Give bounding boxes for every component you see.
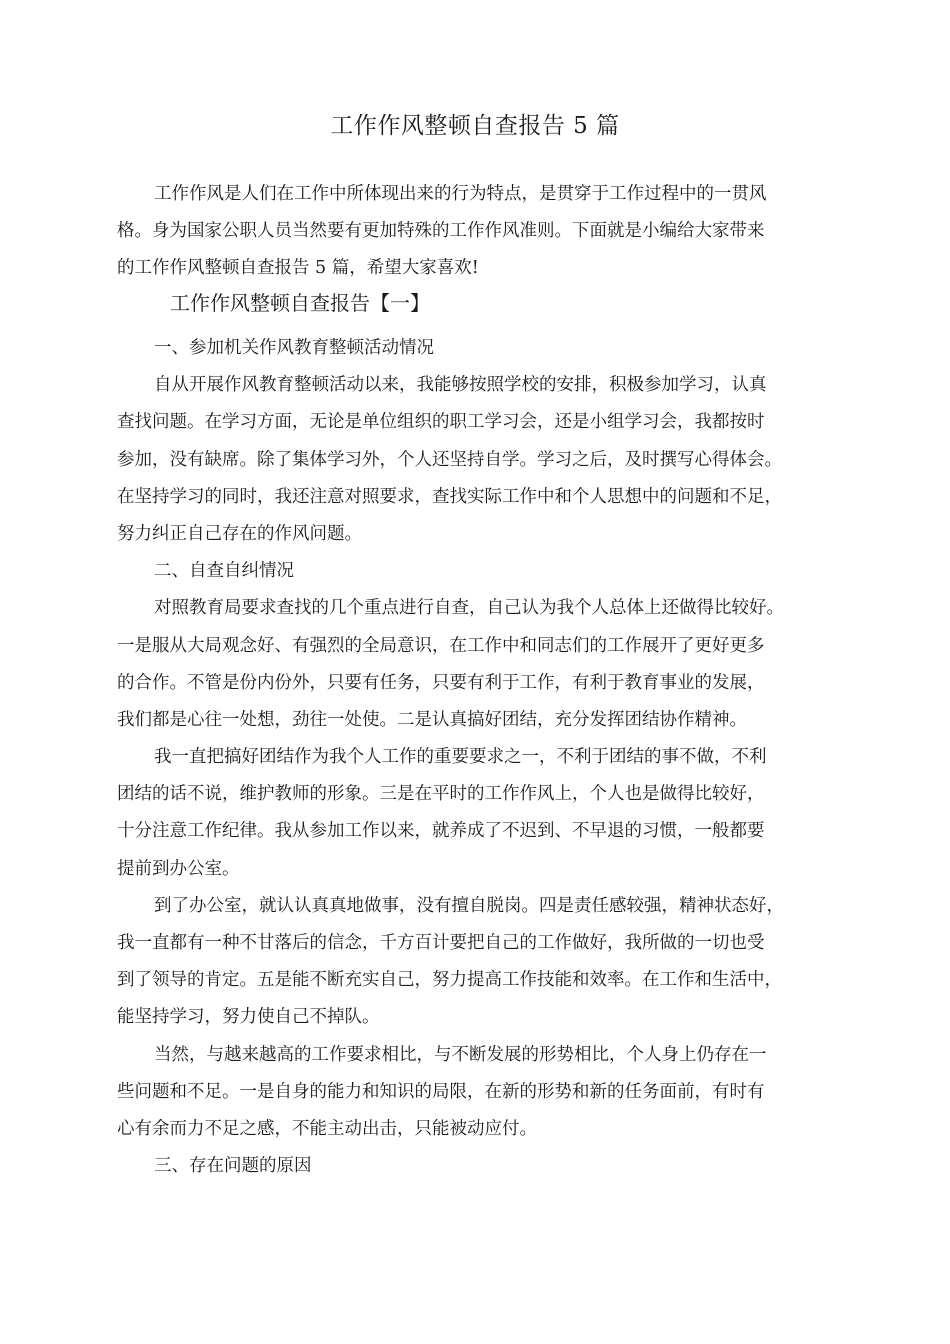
intro-line-2: 格。身为国家公职人员当然要有更加特殊的工作作风准则。下面就是小编给大家带来 [117,221,765,242]
body-line: 我一直都有一种不甘落后的信念，千方百计要把自己的工作做好，我所做的一切也受 [117,933,765,953]
body-line: 我们都是心往一处想，劲往一处使。二是认真搞好团结，充分发挥团结协作精神。 [117,709,747,730]
body-line: 心有余而力不足之感，不能主动出击，只能被动应付。 [117,1118,537,1139]
body-line: 到了领导的肯定。五是能不断充实自己，努力提高工作技能和效率。在工作和生活中， [117,970,782,991]
subheading-2: 二、自查自纠情况 [154,561,294,582]
document-title: 工作作风整顿自查报告 5 篇 [330,113,620,139]
body-line: 当然，与越来越高的工作要求相比，与不断发展的形势相比，个人身上仍存在一 [154,1044,767,1065]
body-line: 的合作。不管是份内份外，只要有任务，只要有利于工作，有利于教育事业的发展， [117,672,765,693]
body-line: 团结的话不说，维护教师的形象。三是在平时的工作作风上，个人也是做得比较好， [117,784,765,805]
body-line: 十分注意工作纪律。我从参加工作以来，就养成了不迟到、不早退的习惯，一般都要 [117,821,765,842]
body-line: 一是服从大局观念好、有强烈的全局意识，在工作中和同志们的工作展开了更好更多 [117,635,765,656]
document-body [117,330,837,1185]
body-line: 自从开展作风教育整顿活动以来，我能够按照学校的安排，积极参加学习，认真 [154,375,767,396]
body-line: 在坚持学习的同时，我还注意对照要求，查找实际工作中和个人思想中的问题和不足， [117,486,782,507]
subheading-3: 三、存在问题的原因 [154,1156,312,1177]
body-line: 查找问题。在学习方面，无论是单位组织的职工学习会，还是小组学习会，我都按时 [117,412,765,433]
body-line: 些问题和不足。一是自身的能力和知识的局限，在新的形势和新的任务面前，有时有 [117,1081,765,1102]
subheading-1: 一、参加机关作风教育整顿活动情况 [154,338,434,358]
body-line: 参加，没有缺席。除了集体学习外，个人还坚持自学。学习之后，及时撰写心得体会。 [117,449,782,470]
body-line: 到了办公室，就认认真真地做事，没有擅自脱岗。四是责任感较强，精神状态好， [154,895,784,916]
intro-line-3: 的工作作风整顿自查报告 5 篇，希望大家喜欢! [117,258,479,279]
section-title: 工作作风整顿自查报告【一】 [170,291,430,315]
body-line: 能坚持学习，努力使自己不掉队。 [117,1007,380,1028]
intro-paragraph [117,176,837,288]
body-line: 提前到办公室。 [117,858,240,879]
body-line: 对照教育局要求查找的几个重点进行自查，自己认为我个人总体上还做得比较好。 [154,598,784,619]
intro-line-1: 工作作风是人们在工作中所体现出来的行为特点，是贯穿于工作过程中的一贯风 [154,184,767,204]
body-line: 努力纠正自己存在的作风问题。 [117,523,362,544]
body-line: 我一直把搞好团结作为我个人工作的重要要求之一，不利于团结的事不做，不利 [154,747,767,768]
